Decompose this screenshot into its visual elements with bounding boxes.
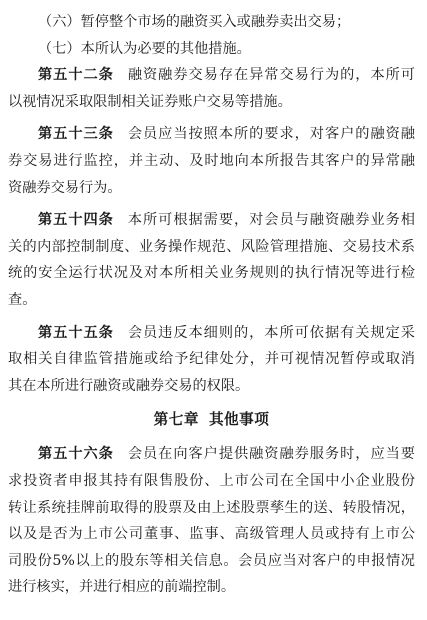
article-text-line: 以及是否为上市公司董事、监事、高级管理人员或持有上市公 bbox=[8, 526, 415, 543]
article-text: 本所可根据需要，对会员与融资融券业务相 bbox=[127, 212, 415, 229]
article-first-line bbox=[8, 441, 415, 468]
article-text-line: 查。 bbox=[8, 291, 37, 308]
article-52 bbox=[8, 62, 415, 115]
article-number: 第五十四条 bbox=[38, 212, 114, 229]
article-text-line: 进行核实，并进行相应的前端控制。 bbox=[8, 579, 236, 596]
article-number: 第五十三条 bbox=[38, 126, 114, 143]
list-item: （七）本所认为必要的其他措施。 bbox=[38, 40, 251, 57]
article-text: 会员应当按照本所的要求，对客户的融资融 bbox=[127, 126, 415, 143]
article-first-line bbox=[8, 121, 415, 148]
list-item: （六）暂停整个市场的融资买入或融券卖出交易； bbox=[38, 14, 351, 30]
article-text-line: 统的安全运行状况及对本所相关业务规则的执行情况等进行检 bbox=[8, 265, 415, 282]
article-number: 第五十六条 bbox=[38, 446, 114, 463]
article-text-line: 转让系统挂牌前取得的股票及由上述股票孳生的送、转股情况， bbox=[8, 499, 415, 516]
article-text: 会员在向客户提供融资融券服务时，应当要 bbox=[127, 446, 415, 463]
article-text: 会员违反本细则的，本所可依据有关规定采 bbox=[127, 324, 415, 341]
article-text-line: 资融券交易行为。 bbox=[8, 179, 122, 196]
chapter-number: 第七章 bbox=[153, 411, 199, 429]
article-text-line: 司股份5%以上的股东等相关信息。会员应当对客户的申报情况 bbox=[8, 552, 415, 569]
article-text-line: 以视情况采取限制相关证券账户交易等措施。 bbox=[8, 93, 292, 110]
article-54 bbox=[8, 207, 415, 313]
article-number: 第五十二条 bbox=[38, 67, 114, 84]
article-number: 第五十五条 bbox=[38, 324, 114, 341]
article-55 bbox=[8, 320, 415, 400]
article-text: 融资融券交易存在异常交易行为的，本所可 bbox=[127, 67, 415, 84]
article-53 bbox=[8, 121, 415, 201]
article-text-line: 其在本所进行融资或融券交易的权限。 bbox=[8, 377, 250, 394]
article-56 bbox=[8, 441, 415, 601]
article-text-line: 求投资者申报其持有限售股份、上市公司在全国中小企业股份 bbox=[8, 472, 415, 489]
article-first-line bbox=[8, 207, 415, 234]
chapter-heading bbox=[8, 405, 415, 435]
article-text-line: 关的内部控制制度、业务操作规范、风险管理措施、交易技术系 bbox=[8, 238, 415, 255]
article-text-line: 取相关自律监管措施或给予纪律处分，并可视情况暂停或取消 bbox=[8, 351, 415, 368]
article-text-line: 券交易进行监控，并主动、及时地向本所报告其客户的异常融 bbox=[8, 152, 415, 169]
article-first-line bbox=[8, 62, 415, 89]
article-first-line bbox=[8, 320, 415, 347]
chapter-title: 其他事项 bbox=[208, 411, 270, 429]
